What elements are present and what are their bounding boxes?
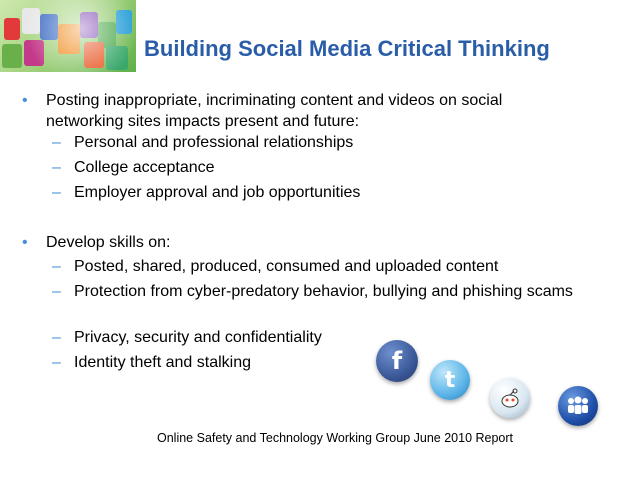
sub-bullet-marker: – bbox=[52, 134, 61, 151]
sub-bullet-text: Privacy, security and confidentiality bbox=[74, 329, 322, 346]
facebook-glyph: f bbox=[391, 347, 403, 375]
sub-bullet-text: Protection from cyber-predatory behavior, bullying and phishing scams bbox=[74, 283, 573, 300]
sub-bullet-marker: – bbox=[52, 159, 61, 176]
sub-bullet-text: Personal and professional relationships bbox=[74, 134, 354, 151]
bullet-marker: • bbox=[22, 92, 28, 109]
twitter-glyph: t bbox=[444, 367, 456, 393]
twitter-icon bbox=[430, 360, 470, 400]
sub-bullet-marker: – bbox=[52, 283, 61, 300]
bullet-text: Posting inappropriate, incriminating content and videos on social networking sites impacts present and future: bbox=[46, 92, 503, 130]
sub-bullet-text: Employer approval and job opportunities bbox=[74, 184, 361, 201]
slide-title: Building Social Media Critical Thinking bbox=[144, 36, 550, 61]
facebook-icon bbox=[376, 340, 418, 382]
header-social-icons-image bbox=[0, 0, 136, 72]
sub-bullet-text: Posted, shared, produced, consumed and uploaded content bbox=[74, 258, 499, 275]
sub-bullet-marker: – bbox=[52, 329, 61, 346]
myspace-people-glyph bbox=[566, 396, 590, 416]
bullet-text: Develop skills on: bbox=[46, 234, 171, 251]
reddit-icon bbox=[490, 378, 530, 418]
sub-bullet-marker: – bbox=[52, 354, 61, 371]
sub-bullet-marker: – bbox=[52, 184, 61, 201]
sub-bullet-marker: – bbox=[52, 258, 61, 275]
footer-source-note: Online Safety and Technology Working Group June 2010 Report bbox=[157, 431, 514, 445]
reddit-alien-glyph bbox=[497, 385, 523, 411]
header-glow bbox=[0, 0, 136, 72]
bullet-marker: • bbox=[22, 234, 28, 251]
sub-bullet-text: Identity theft and stalking bbox=[74, 354, 251, 371]
sub-bullet-text: College acceptance bbox=[74, 159, 215, 176]
myspace-icon bbox=[558, 386, 598, 426]
